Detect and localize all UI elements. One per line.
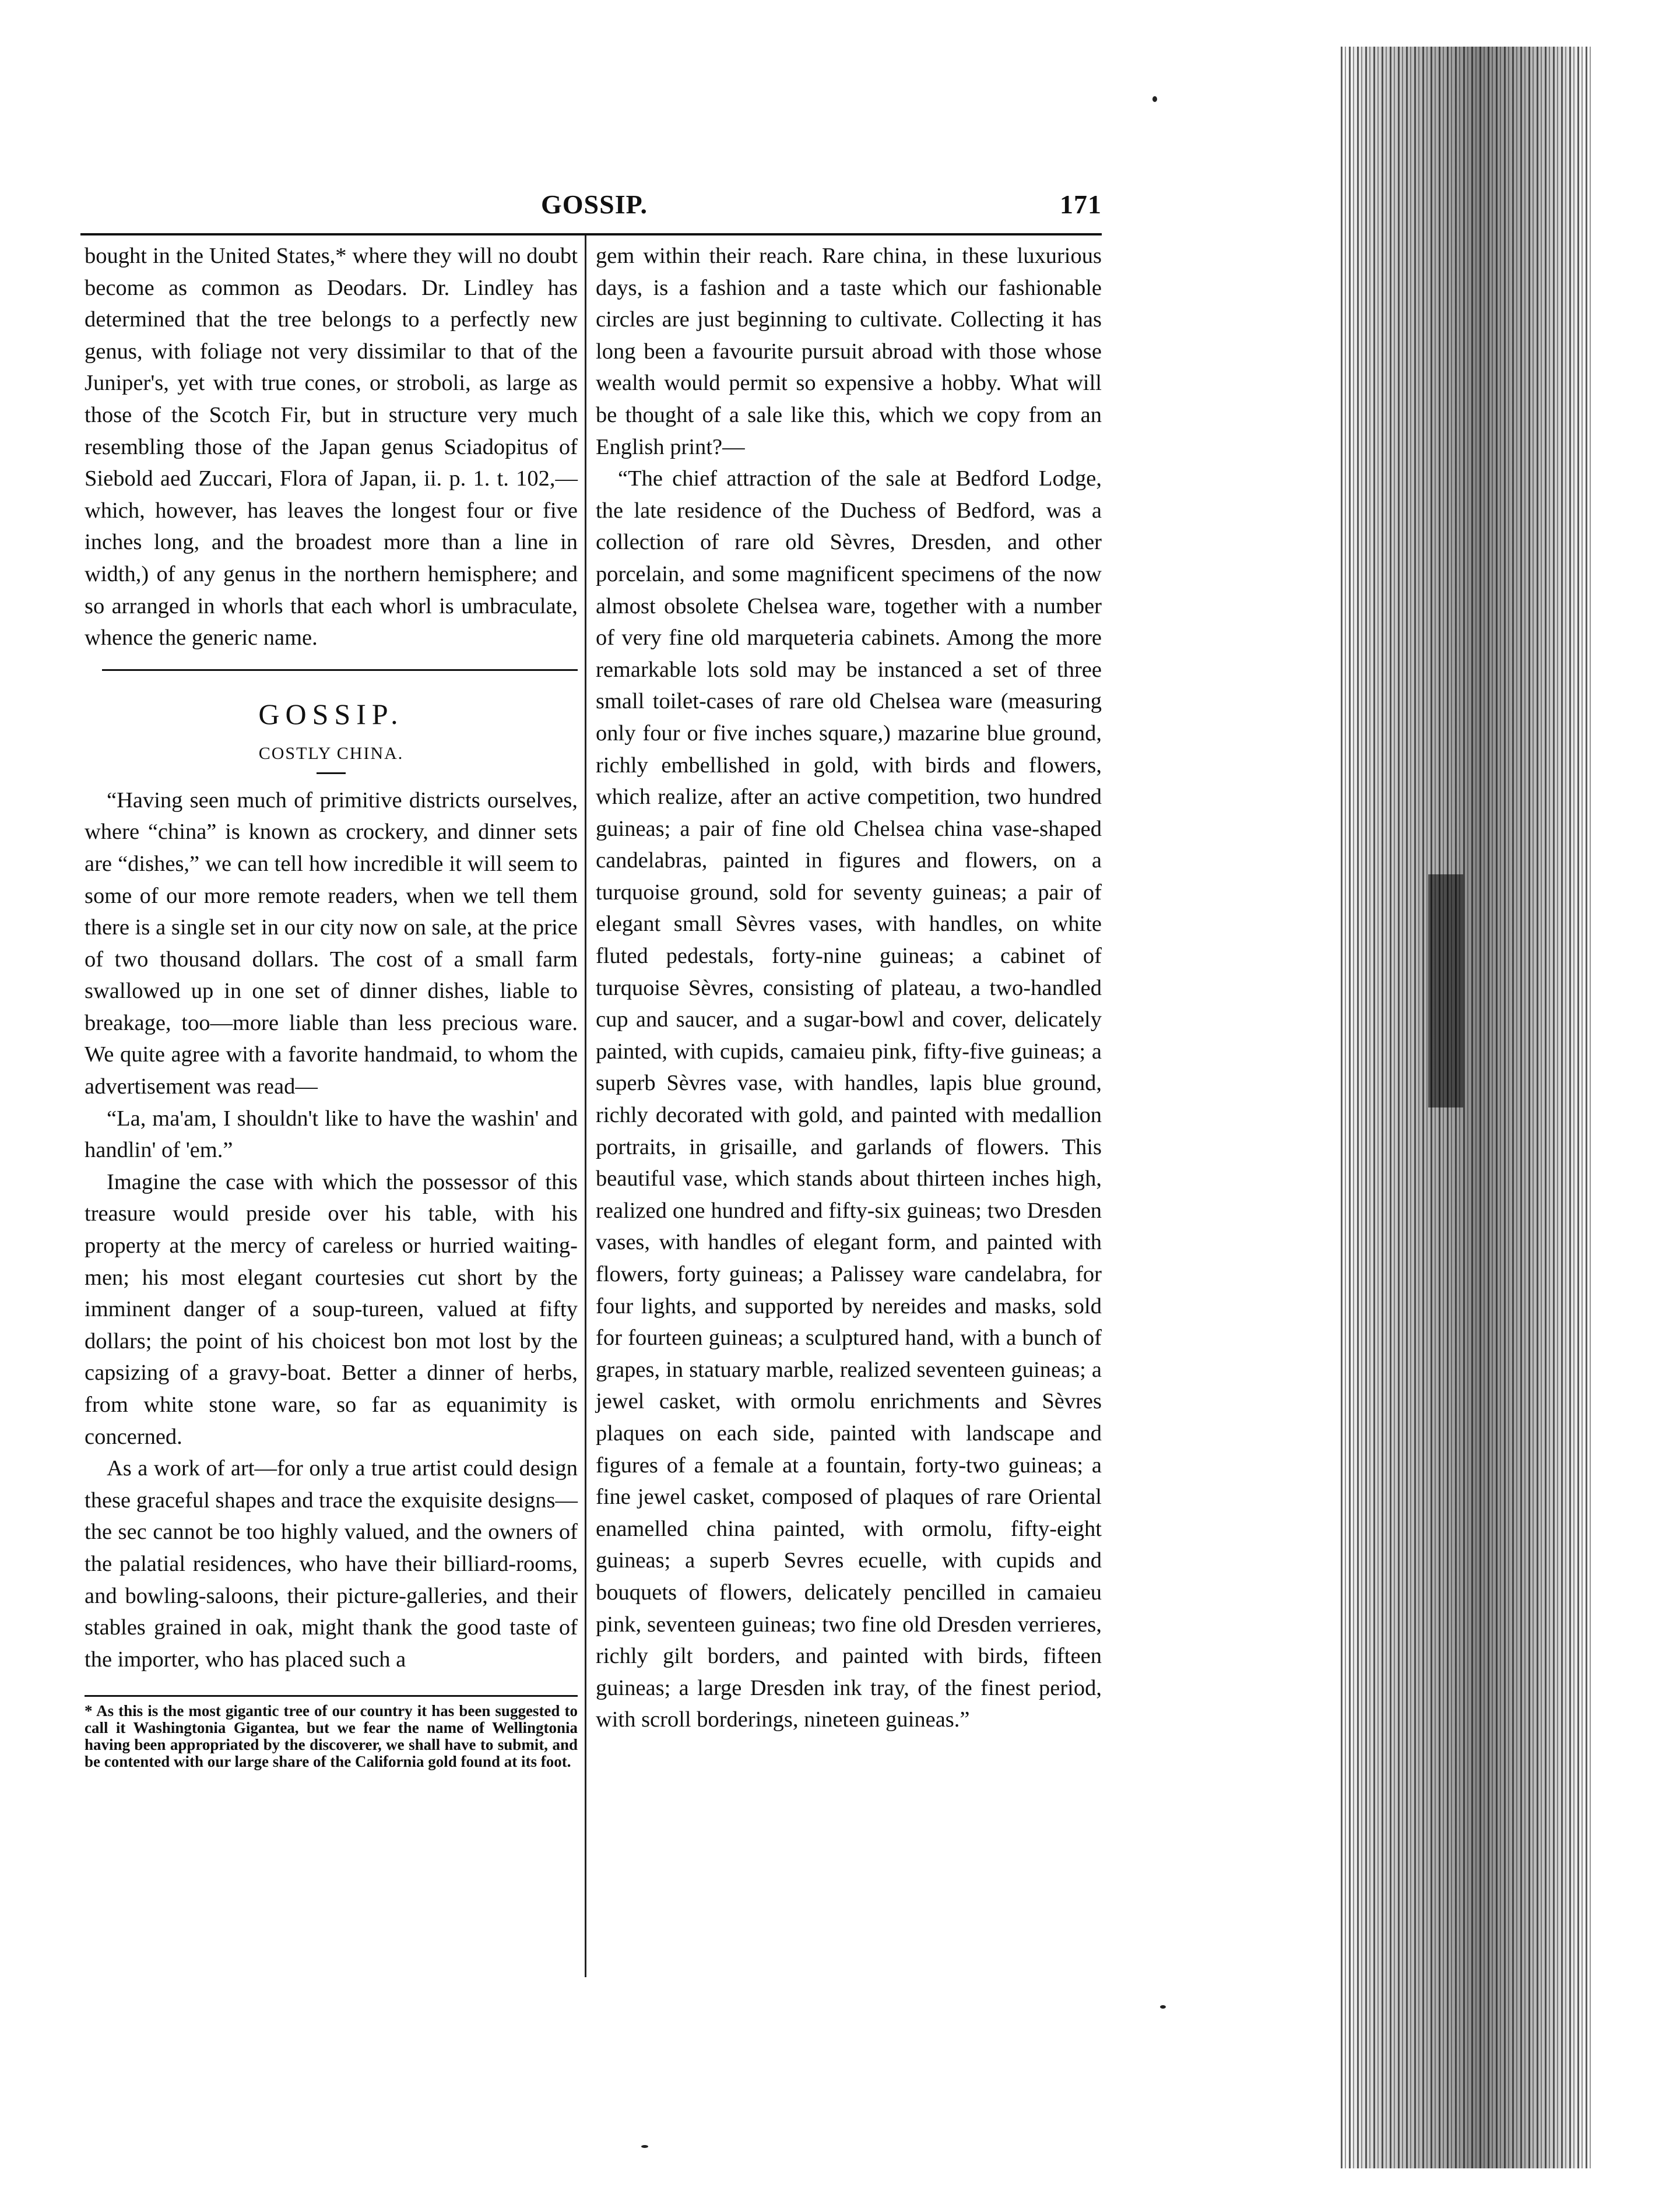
left-column [85, 240, 578, 1770]
running-title: GOSSIP. [541, 189, 648, 219]
scan-artifact [1428, 874, 1463, 1107]
page-number: 171 [1060, 189, 1102, 219]
paragraph: As a work of art—for only a true artist could design these graceful shapes and trace the exquisite designs—the sec cannot be too highly valued, and the owners of the palatial residences, who have their billiard-rooms, and bowling-saloons, their picture-galleries, and their stables grained in oak, might thank the good taste of the importer, who has placed such a [85, 1456, 578, 1672]
ink-speck [1160, 2005, 1166, 2009]
column-divider [585, 235, 586, 1977]
paragraph: gem within their reach. Rare china, in these luxurious days, is a fashion and a taste which our fashionable circles are just beginning to cultivate. Collecting it has long been a favourite pursuit abroad with those whose wealth would permit so expensive a hobby. What will be thought of a sale like this, which we copy from an English print?— [596, 244, 1102, 459]
right-column [596, 240, 1102, 1736]
header-rule [80, 233, 1102, 235]
subtitle-rule [317, 772, 346, 774]
footnote: * As this is the most gigantic tree of our country it has been suggested to call it Washingtonia Gigantea, but we fear the name of Wellingtonia having been appropriated by the discoverer, we shall have to submit, and be contented with our large share of the California gold found at its foot. [85, 1702, 578, 1771]
section-title: GOSSIP. [258, 697, 404, 730]
paragraph: Imagine the case with which the possessor of this treasure would preside over his table, with his property at the mercy of careless or hurried waiting-men; his most elegant courtesies cut short by the imminent danger of a soup-tureen, valued at fifty dollars; the point of his choicest bon mot lost by the capsizing of a gravy-boat. Better a dinner of herbs, from white stone ware, so far as equanimity is concerned. [85, 1169, 578, 1449]
running-header [80, 185, 1102, 226]
section-subtitle: COSTLY CHINA. [258, 743, 404, 763]
quoted-sale-report: “The chief attraction of the sale at Bedford Lodge, the late residence of the Duchess of Bedford, was a collection of rare old Sèvres, Dresden, and other porcelain, and some magnificent specimens of the now almost obsolete Chelsea ware, together with a number of very fine old marqueteria cabinets. Among the more remarkable lots sold may be instanced a set of three small toilet-cases of rare old Chelsea ware (measuring only four or five inches square,) mazarine blue ground, richly embellished in gold, with birds and flowers, which realize, after an active competition, two hundred guineas; a pair of fine old Chelsea china vase-shaped candelabras, painted in figures and flowers, on a turquoise ground, sold for seventy guineas; a pair of elegant small Sèvres vases, with handles, on white fluted pedestals, forty-nine guineas; a cabinet of turquoise Sèvres, consisting of plateau, a two-handled cup and saucer, and a sugar-bowl and cover, delicately painted, with cupids, camaieu pink, fifty-five guineas; a superb Sèvres vase, with handles, lapis blue ground, richly decorated with gold, and painted with medallion portraits, in grisaille, and garlands of flowers. This beautiful vase, which stands about thirteen inches high, realized one hundred and fifty-six guineas; two Dresden vases, with handles of elegant form, and painted with flowers, forty guineas; a Palissey ware candelabra, for four lights, and supported by nereides and masks, sold for fourteen guineas; a sculptured hand, with a bunch of grapes, in statuary marble, realized seventeen guineas; a jewel casket, with ormolu enrichments and Sèvres plaques on each side, painted with landscape and figures of a female at a fountain, forty-two guineas; a fine jewel casket, composed of plaques of rare Oriental enamelled china painted, with ormolu, fifty-eight guineas; a superb Sevres ecuelle, with cupids and bouquets of flowers, delicately pencilled in camaieu pink, seventeen guineas; two fine old Dresden verrieres, richly gilt borders, and painted with birds, fifteen guineas; a large Dresden ink tray, of the finest period, with scroll borderings, nineteen guineas.” [596, 466, 1102, 1732]
ink-speck [641, 2145, 648, 2148]
article-continuation: bought in the United States,* where they will no doubt become as common as Deodars. Dr. Lindley has determined that the tree belongs to a perfectly new genus, with foliage not very dissimilar to that of the Juniper's, yet with true cones, or stroboli, as large as those of the Scotch Fir, but in structure very much resembling those of the Japan genus Sciadopitus of Siebold aed Zuccari, Flora of Japan, ii. p. 1. t. 102,—which, however, has leaves the longest four or five inches long, and the broadest more than a line in width,) of any genus in the northern hemisphere; and so arranged in whorls that each whorl is umbraculate, whence the generic name. [85, 244, 578, 651]
paragraph: “La, ma'am, I shouldn't like to have the washin' and handlin' of 'em.” [85, 1106, 578, 1163]
section-divider [85, 669, 578, 671]
footnote-rule [85, 1695, 578, 1697]
ink-speck [1152, 96, 1157, 102]
paragraph: “Having seen much of primitive districts ourselves, where “china” is known as crockery, and dinner sets are “dishes,” we can tell how incredible it will seem to some of our more remote readers, when we tell them there is a single set in our city now on sale, at the price of two thousand dollars. The cost of a small farm swallowed up in one set of dinner dishes, liable to breakage, too—more liable than less precious ware. We quite agree with a favorite handmaid, to whom the advertisement was read— [85, 787, 578, 1099]
scanned-margin-strip [1341, 47, 1591, 2168]
